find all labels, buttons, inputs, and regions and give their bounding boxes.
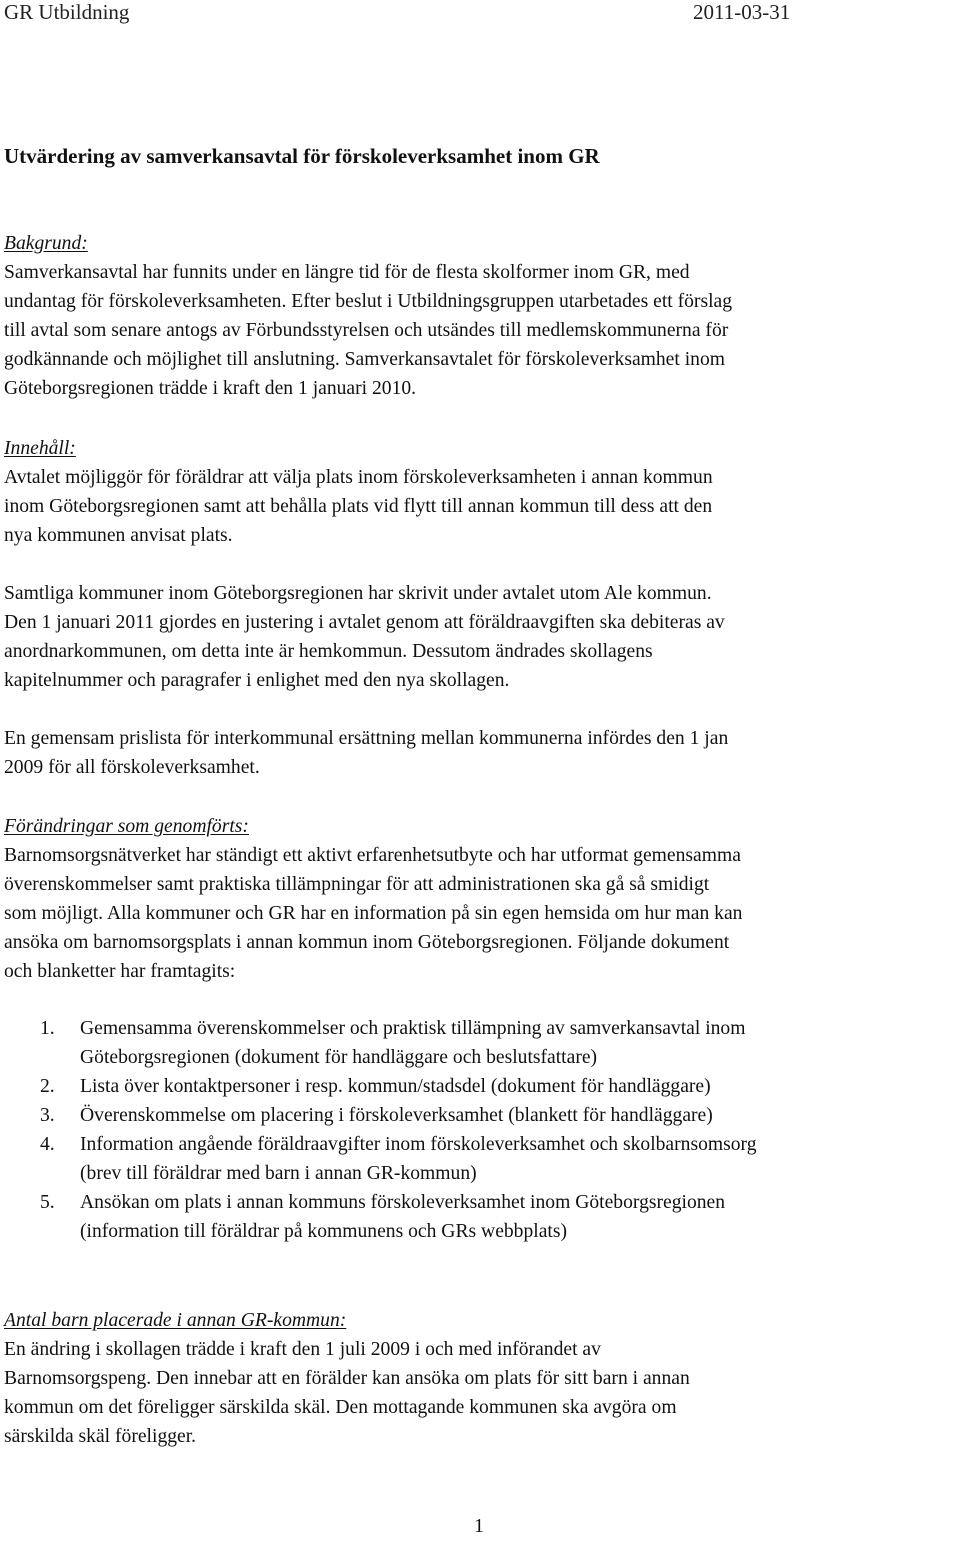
section-background (4, 229, 956, 403)
page-number: 1 (474, 1515, 484, 1537)
text-line: undantag för förskoleverksamheten. Efter beslut i Utbildningsgruppen utarbetades ett förslag (4, 291, 733, 312)
section-changes (4, 812, 956, 986)
text-line: godkännande och möjlighet till anslutning. Samverkansavtalet för förskoleverksamhet inom (4, 349, 725, 370)
text-line: särskilda skäl föreligger. (4, 1426, 197, 1447)
text-line: Göteborgsregionen trädde i kraft den 1 januari 2010. (4, 378, 417, 399)
text-line: En ändring i skollagen trädde i kraft den 1 juli 2009 i och med införandet av (4, 1339, 601, 1360)
section-heading-placed-children: Antal barn placerade i annan GR-kommun: (4, 1310, 347, 1331)
document-title: Utvärdering av samverkansavtal för förskoleverksamhet inom GR (4, 144, 600, 168)
list-item-line: (brev till föräldrar med barn i annan GR-kommun) (80, 1163, 477, 1184)
section-placed-children (4, 1306, 956, 1451)
list-item-number: 5. (40, 1192, 55, 1213)
text-line: Barnomsorgspeng. Den innebar att en förälder kan ansöka om plats för sitt barn i annan (4, 1368, 690, 1389)
list-item-line: Gemensamma överenskommelser och praktisk tillämpning av samverkansavtal inom (80, 1018, 746, 1039)
list-item-line: Lista över kontaktpersoner i resp. kommun/stadsdel (dokument för handläggare) (80, 1076, 711, 1097)
list-item-number: 3. (40, 1105, 55, 1126)
paragraph-municipalities (4, 579, 956, 695)
list-item-line: (information till föräldrar på kommunens och GRs webbplats) (80, 1221, 568, 1242)
section-heading-changes: Förändringar som genomförts: (4, 816, 249, 837)
text-line: inom Göteborgsregionen samt att behålla plats vid flytt till annan kommun till dess att den (4, 496, 713, 517)
document-list (0, 1014, 960, 1246)
text-line: kapitelnummer och paragrafer i enlighet med den nya skollagen. (4, 670, 510, 691)
list-item-number: 2. (40, 1076, 55, 1097)
text-line: En gemensam prislista för interkommunal ersättning mellan kommunerna infördes den 1 jan (4, 728, 729, 749)
list-item (0, 1072, 960, 1101)
text-line: anordnarkommunen, om detta inte är hemkommun. Dessutom ändrades skollagens (4, 641, 653, 662)
list-item (0, 1188, 960, 1246)
header-date: 2011-03-31 (693, 0, 791, 24)
text-line: Samtliga kommuner inom Göteborgsregionen har skrivit under avtalet utom Ale kommun. (4, 583, 712, 604)
list-item-line: Göteborgsregionen (dokument för handläggare och beslutsfattare) (80, 1047, 598, 1068)
text-line: kommun om det föreligger särskilda skäl. Den mottagande kommunen ska avgöra om (4, 1397, 677, 1418)
text-line: och blanketter har framtagits: (4, 961, 236, 982)
section-content (4, 434, 956, 550)
text-line: överenskommelser samt praktiska tillämpningar för att administrationen ska gå så smidigt (4, 874, 710, 895)
list-item-number: 1. (40, 1018, 55, 1039)
text-line: 2009 för all förskoleverksamhet. (4, 757, 260, 778)
text-line: Den 1 januari 2011 gjordes en justering i avtalet genom att föräldraavgiften ska debiteras av (4, 612, 725, 633)
list-item-number: 4. (40, 1134, 55, 1155)
list-item (0, 1130, 960, 1188)
list-item-line: Ansökan om plats i annan kommuns förskoleverksamhet inom Göteborgsregionen (80, 1192, 726, 1213)
text-line: Avtalet möjliggör för föräldrar att välja plats inom förskoleverksamheten i annan kommun (4, 467, 713, 488)
section-heading-background: Bakgrund: (4, 233, 88, 254)
list-item (0, 1101, 960, 1130)
section-heading-content: Innehåll: (4, 438, 76, 459)
text-line: till avtal som senare antogs av Förbundsstyrelsen och utsändes till medlemskommunerna för (4, 320, 729, 341)
text-line: ansöka om barnomsorgsplats i annan kommun inom Göteborgsregionen. Följande dokument (4, 932, 730, 953)
list-item-line: Överenskommelse om placering i förskoleverksamhet (blankett för handläggare) (80, 1105, 713, 1126)
header-organization: GR Utbildning (4, 0, 130, 24)
list-item (0, 1014, 960, 1072)
list-item-line: Information angående föräldraavgifter inom förskoleverksamhet och skolbarnsomsorg (80, 1134, 757, 1155)
text-line: Samverkansavtal har funnits under en längre tid för de flesta skolformer inom GR, med (4, 262, 690, 283)
text-line: nya kommunen anvisat plats. (4, 525, 233, 546)
text-line: Barnomsorgsnätverket har ständigt ett aktivt erfarenhetsutbyte och har utformat gemensamma (4, 845, 741, 866)
paragraph-pricelist (4, 724, 956, 782)
text-line: som möjligt. Alla kommuner och GR har en information på sin egen hemsida om hur man kan (4, 903, 743, 924)
